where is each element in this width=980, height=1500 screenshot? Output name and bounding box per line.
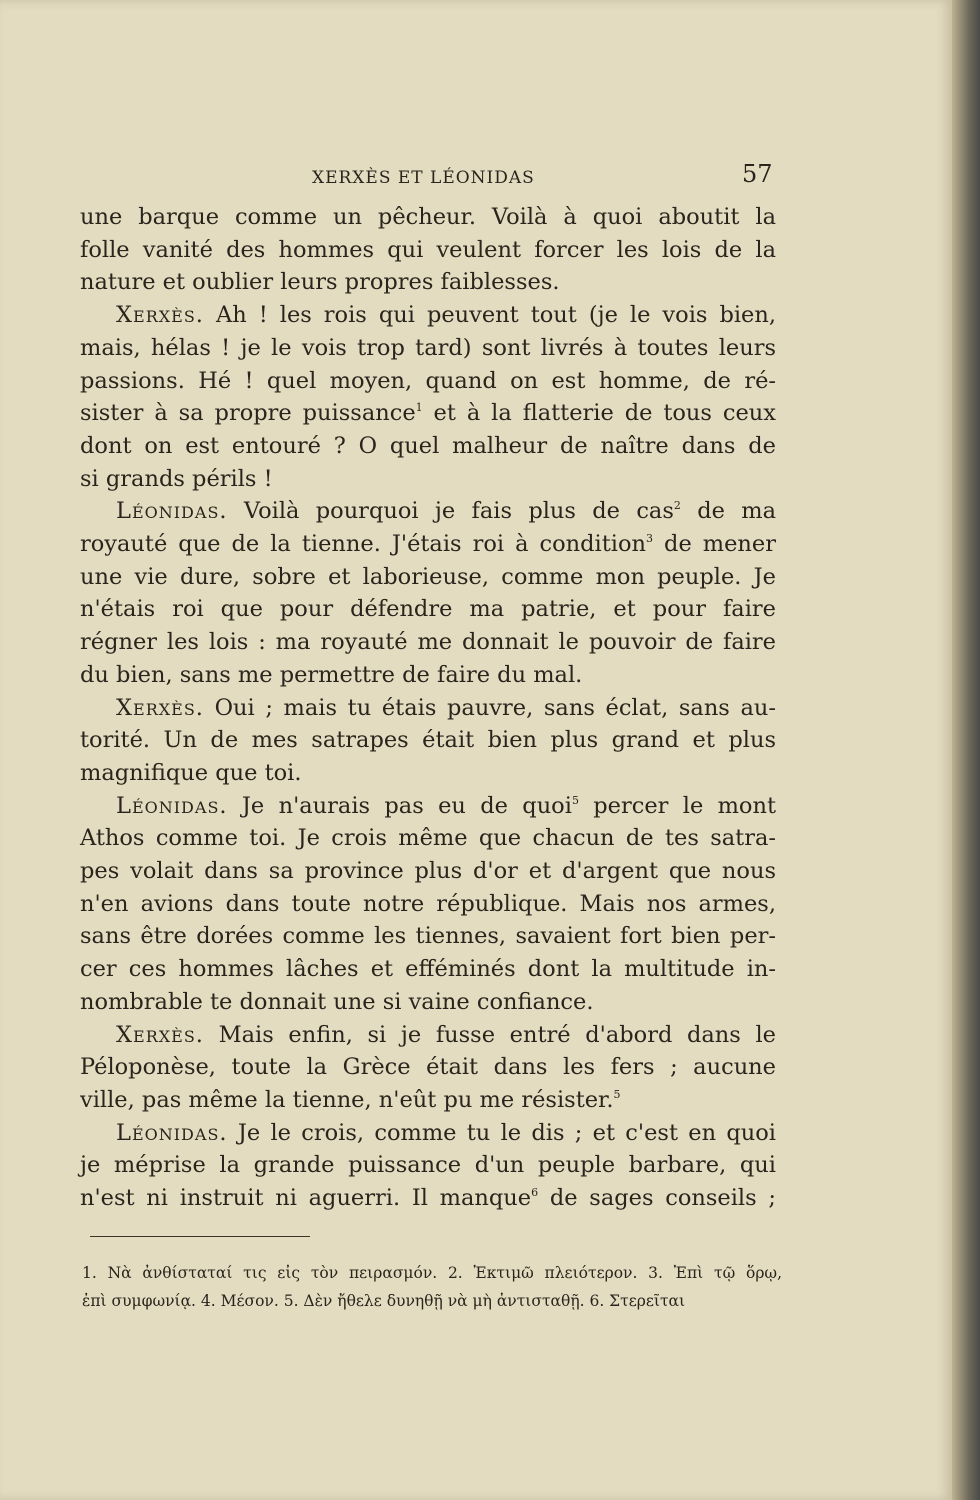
note-ref: 5: [571, 793, 579, 807]
text-line: [80, 1117, 776, 1150]
text-line: [80, 1182, 776, 1215]
text-line: [80, 1084, 776, 1117]
footnotes: [82, 1259, 782, 1315]
text-line: Péloponèse, toute la Grèce était dans les fers ; aucune: [80, 1054, 776, 1081]
text-line: [80, 528, 776, 561]
text-line: régner les lois : ma royauté me donnait le pouvoir de faire: [80, 629, 776, 656]
text-line: nature et oublier leurs propres faiblesses.: [80, 269, 560, 296]
text-line: folle vanité des hommes qui veulent forcer les lois de la: [80, 236, 776, 263]
text-line: je méprise la grande puissance d'un peuple barbare, qui: [80, 1152, 776, 1179]
line-text: Ah ! les rois qui peuvent tout (je le vois bien,: [215, 302, 776, 329]
text-line: [80, 299, 776, 332]
footnote-line: ἐπὶ συμφωνίᾳ. 4. Μέσον. 5. Δὲν ἤθελε δυνηθῇ νὰ μὴ ἀντισταθῇ. 6. Στερεῖται: [82, 1292, 686, 1310]
speaker-label: Xerxès.: [116, 1021, 204, 1048]
text-line: nombrable te donnait une si vaine confiance.: [80, 988, 594, 1015]
text-line: [80, 397, 776, 430]
text-line: [80, 790, 776, 823]
text-line: [80, 692, 776, 725]
text-line: passions. Hé ! quel moyen, quand on est homme, de ré-: [80, 367, 776, 394]
speaker-label: Léonidas.: [116, 498, 228, 525]
text-line: pes volait dans sa province plus d'or et d'argent que nous: [80, 858, 776, 885]
text-line: n'étais roi que pour défendre ma patrie, et pour faire: [80, 596, 776, 623]
text-line: [80, 1019, 776, 1052]
line-text: Mais enfin, si je fusse entré d'abord dans le: [218, 1021, 776, 1048]
note-ref: 6: [531, 1186, 539, 1200]
speaker-label: Léonidas.: [116, 1119, 228, 1146]
text-line: mais, hélas ! je le vois trop tard) sont livrés à toutes leurs: [80, 334, 776, 361]
line-text: de ma: [680, 498, 776, 525]
text-line: torité. Un de mes satrapes était bien plus grand et plus: [80, 727, 776, 754]
text-line: cer ces hommes lâches et efféminés dont la multitude in-: [80, 956, 776, 983]
text-line: une barque comme un pêcheur. Voilà à quoi aboutit la: [80, 204, 776, 230]
running-head: [80, 160, 780, 196]
footnote-rule: [90, 1236, 310, 1237]
line-text: percer le mont: [578, 792, 777, 819]
note-ref: 1: [415, 401, 423, 415]
text-line: magnifique que toi.: [80, 759, 302, 786]
speaker-label: Xerxès.: [116, 302, 204, 329]
footnote-line: 1. Νὰ ἀνθίσταταί τις εἰς τὸν πειρασμόν. 2. Ἐκτιμῶ πλειότερον. 3. Ἐπὶ τῷ ὅρῳ,: [82, 1264, 782, 1282]
text-line: du bien, sans me permettre de faire du mal.: [80, 661, 583, 688]
line-text: de sages conseils ;: [538, 1185, 776, 1212]
text-line: Athos comme toi. Je crois même que chacun de tes satra-: [80, 825, 776, 852]
line-text: Oui ; mais tu étais pauvre, sans éclat, sans au-: [214, 694, 776, 721]
speaker-label: Léonidas.: [116, 792, 228, 819]
line-text: Je le crois, comme tu le dis ; et c'est en quoi: [237, 1119, 777, 1146]
text-line: une vie dure, sobre et laborieuse, comme mon peuple. Je: [80, 563, 776, 590]
speaker-label: Xerxès.: [116, 694, 204, 721]
line-text: sister à sa propre puissance: [80, 400, 416, 427]
line-text: Je n'aurais pas eu de quoi: [241, 792, 572, 819]
text-line: n'en avions dans toute notre république. Mais nos armes,: [80, 890, 776, 917]
page-edge: [952, 0, 980, 1500]
note-ref: 2: [673, 499, 681, 513]
line-text: n'est ni instruit ni aguerri. Il manque: [80, 1185, 532, 1212]
note-ref: 5: [613, 1087, 621, 1101]
line-text: royauté que de la tienne. J'étais roi à condition: [80, 531, 647, 558]
text-line: [80, 495, 776, 528]
running-title: XERXÈS ET LÉONIDAS: [312, 168, 535, 188]
line-text: Voilà pourquoi je fais plus de cas: [243, 498, 674, 525]
line-text: et à la flatterie de tous ceux: [422, 400, 776, 427]
note-ref: 3: [646, 532, 654, 546]
text-line: sans être dorées comme les tiennes, savaient fort bien per-: [80, 923, 776, 950]
text-line: dont on est entouré ? O quel malheur de naître dans de: [80, 432, 776, 459]
line-text: ville, pas même la tienne, n'eût pu me résister.: [80, 1086, 614, 1113]
body-text: [80, 201, 776, 1215]
line-text: de mener: [653, 531, 776, 558]
page-number: 57: [742, 160, 773, 188]
text-line: si grands périls !: [80, 465, 273, 492]
